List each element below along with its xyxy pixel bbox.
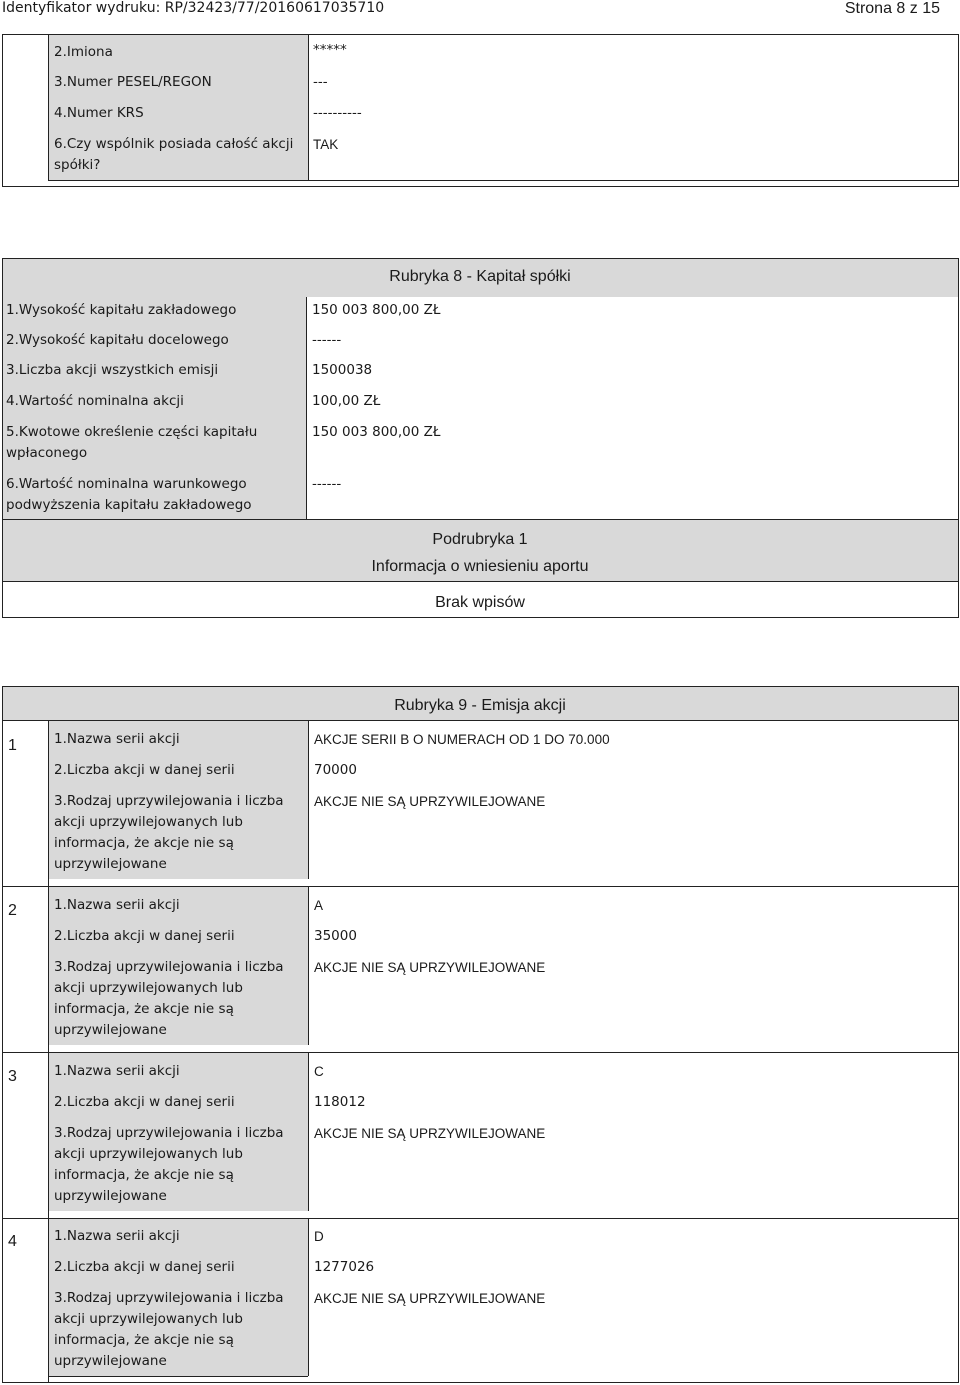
field-value-pesel: --- — [313, 74, 328, 90]
emisja-priv-value: AKCJE NIE SĄ UPRZYWILEJOWANE — [314, 960, 546, 975]
emisja-count-label: 2.Liczba akcji w danej serii — [54, 1259, 235, 1275]
emisja-priv-label: 3.Rodzaj uprzywilejowania i liczba akcji uprzywilejowanych lub informacja, że akcje nie są uprzywilejowane — [54, 959, 284, 1038]
emisja-count-label: 2.Liczba akcji w danej serii — [54, 762, 235, 778]
kapital-value-5: 150 003 800,00 ZŁ — [312, 424, 441, 440]
kapital-label-5: 5.Kwotowe określenie części kapitału wpłaconego — [6, 424, 258, 461]
field-label-calosc-akcji: 6.Czy wspólnik posiada całość akcji spółki? — [54, 136, 294, 173]
field-label-krs: 4.Numer KRS — [54, 105, 144, 121]
emisja-number: 1 — [8, 737, 17, 754]
field-label-imiona: 2.Imiona — [54, 44, 113, 60]
kapital-label-2: 2.Wysokość kapitału docelowego — [6, 332, 229, 348]
field-value-krs: ---------- — [313, 105, 362, 121]
emisja-name-label: 1.Nazwa serii akcji — [54, 1228, 180, 1244]
emisja-number: 2 — [8, 902, 17, 919]
emisja-name-value: D — [314, 1229, 324, 1244]
emisja-priv-label: 3.Rodzaj uprzywilejowania i liczba akcji uprzywilejowanych lub informacja, że akcje nie są uprzywilejowane — [54, 1290, 284, 1369]
emisja-name-label: 1.Nazwa serii akcji — [54, 731, 180, 747]
kapital-label-6: 6.Wartość nominalna warunkowego podwyższenia kapitału zakładowego — [6, 476, 252, 513]
emisja-count-value: 1277026 — [314, 1259, 375, 1275]
emisja-count-value: 35000 — [314, 928, 357, 944]
emisja-name-value: A — [314, 898, 324, 913]
kapital-label-1: 1.Wysokość kapitału zakładowego — [6, 302, 237, 318]
emisja-count-label: 2.Liczba akcji w danej serii — [54, 1094, 235, 1110]
kapital-value-6: ------ — [312, 476, 342, 492]
emisja-name-value: C — [314, 1064, 324, 1079]
kapital-value-3: 1500038 — [312, 362, 373, 378]
emisja-count-value: 118012 — [314, 1094, 366, 1110]
podrubryka-subtitle: Informacja o wniesieniu aportu — [371, 558, 589, 575]
brak-wpisow: Brak wpisów — [435, 594, 525, 611]
emisja-priv-label: 3.Rodzaj uprzywilejowania i liczba akcji uprzywilejowanych lub informacja, że akcje nie są uprzywilejowane — [54, 793, 284, 872]
kapital-value-2: ------ — [312, 332, 342, 348]
kapital-value-1: 150 003 800,00 ZŁ — [312, 302, 441, 318]
emisja-number: 3 — [8, 1068, 17, 1085]
emisja-name-value: AKCJE SERII B O NUMERACH OD 1 DO 70.000 — [314, 732, 610, 747]
rubryka-9-title: Rubryka 9 - Emisja akcji — [394, 697, 566, 714]
page-number: Strona 8 z 15 — [844, 0, 940, 17]
rubryka-8-title: Rubryka 8 - Kapitał spółki — [389, 268, 571, 285]
field-value-calosc-akcji: TAK — [313, 137, 339, 152]
emisja-count-label: 2.Liczba akcji w danej serii — [54, 928, 235, 944]
podrubryka-title: Podrubryka 1 — [432, 531, 528, 548]
kapital-label-3: 3.Liczba akcji wszystkich emisji — [6, 362, 219, 378]
emisja-number: 4 — [8, 1233, 17, 1250]
emisja-priv-label: 3.Rodzaj uprzywilejowania i liczba akcji uprzywilejowanych lub informacja, że akcje nie są uprzywilejowane — [54, 1125, 284, 1204]
field-label-pesel: 3.Numer PESEL/REGON — [54, 74, 212, 90]
emisja-count-value: 70000 — [314, 762, 357, 778]
kapital-value-4: 100,00 ZŁ — [312, 393, 381, 409]
field-value-imiona: ***** — [313, 42, 347, 58]
print-identifier: Identyfikator wydruku: RP/32423/77/20160617035710 — [2, 0, 385, 16]
emisja-name-label: 1.Nazwa serii akcji — [54, 897, 180, 913]
emisja-priv-value: AKCJE NIE SĄ UPRZYWILEJOWANE — [314, 794, 546, 809]
emisja-name-label: 1.Nazwa serii akcji — [54, 1063, 180, 1079]
kapital-label-4: 4.Wartość nominalna akcji — [6, 393, 184, 409]
emisja-priv-value: AKCJE NIE SĄ UPRZYWILEJOWANE — [314, 1291, 546, 1306]
emisja-priv-value: AKCJE NIE SĄ UPRZYWILEJOWANE — [314, 1126, 546, 1141]
